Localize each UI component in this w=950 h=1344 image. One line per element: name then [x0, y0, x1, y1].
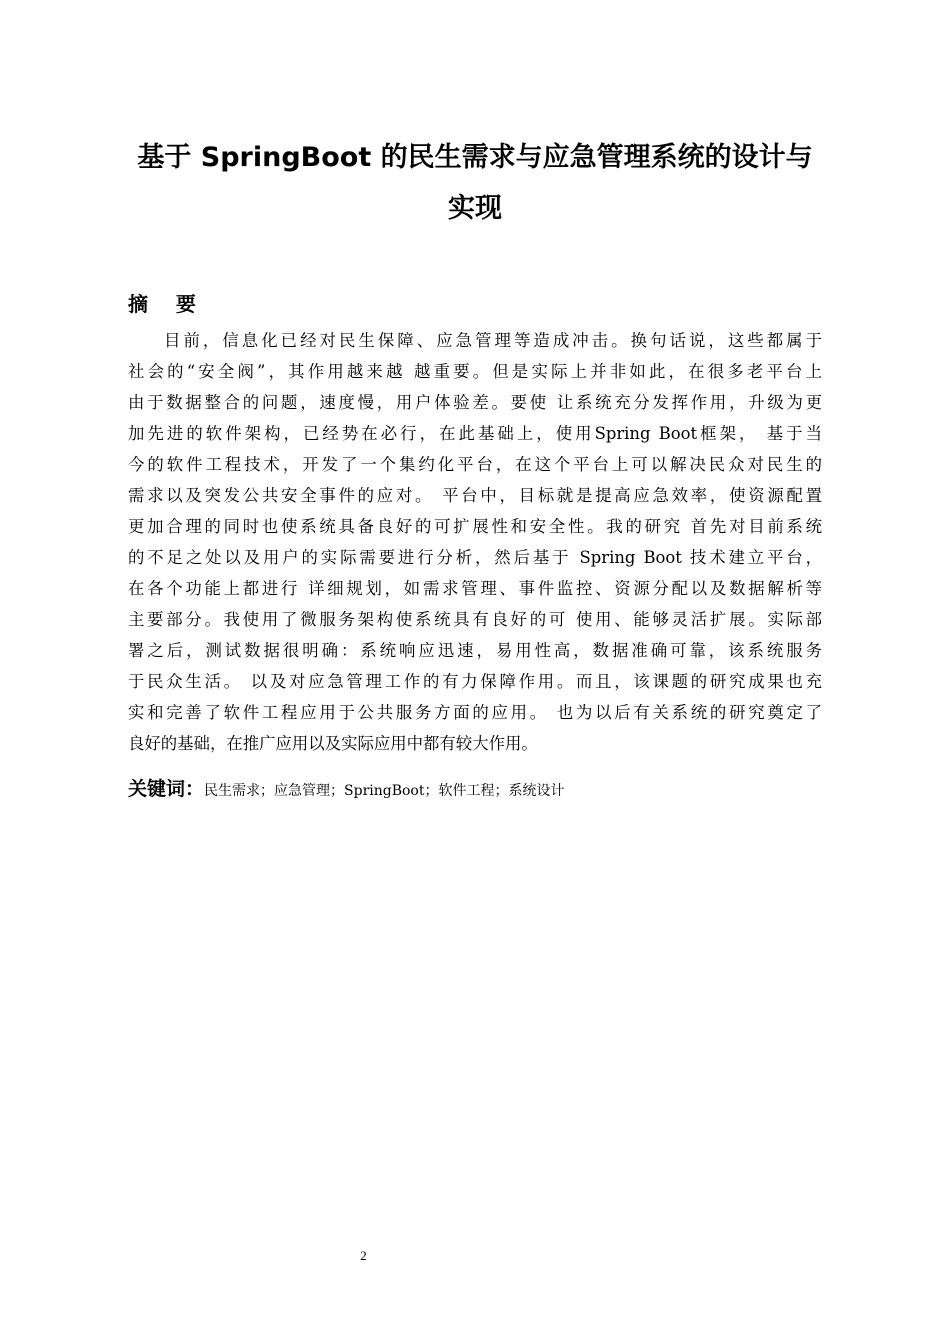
abstract-line: 的不足之处以及用户的实际需要进行分析，然后基于 Spring Boot 技术建立平台， — [128, 548, 822, 567]
abstract-heading: 摘 要 — [128, 292, 196, 316]
abstract-line: 社会的“安全阀”，其作用越来越 越重要。但是实际上并非如此，在很多老平台上 — [128, 362, 822, 381]
page-number: 2 — [360, 1248, 367, 1263]
abstract-line: 加先进的软件架构，已经势在必行，在此基础上，使用Spring Boot框架， 基于当 — [128, 424, 822, 443]
title-line-2: 实现 — [448, 193, 502, 224]
keywords-values: 民生需求；应急管理；SpringBoot；软件工程；系统设计 — [204, 783, 565, 799]
document-title — [128, 132, 822, 234]
abstract-body — [128, 325, 822, 759]
abstract-line: 需求以及突发公共安全事件的应对。 平台中，目标就是提高应急效率，使资源配置 — [128, 486, 822, 505]
abstract-line: 良好的基础，在推广应用以及实际应用中都有较大作用。 — [128, 734, 538, 753]
abstract-line: 主要部分。我使用了微服务架构使系统具有良好的可 使用、能够灵活扩展。实际部 — [128, 610, 822, 629]
abstract-line: 于民众生活。 以及对应急管理工作的有力保障作用。而且，该课题的研究成果也充 — [128, 672, 822, 691]
abstract-line: 在各个功能上都进行 详细规划，如需求管理、事件监控、资源分配以及数据解析等 — [128, 579, 822, 598]
abstract-line: 署之后，测试数据很明确：系统响应迅速，易用性高，数据准确可靠，该系统服务 — [128, 641, 822, 660]
keywords-label: 关键词： — [128, 778, 205, 800]
abstract-line: 由于数据整合的问题，速度慢，用户体验差。要使 让系统充分发挥作用，升级为更 — [128, 393, 822, 412]
abstract-line: 今的软件工程技术，开发了一个集约化平台，在这个平台上可以解决民众对民生的 — [128, 455, 822, 474]
abstract-line: 更加合理的同时也使系统具备良好的可扩展性和安全性。我的研究 首先对目前系统 — [128, 517, 822, 536]
keywords-row — [128, 774, 565, 801]
abstract-line: 实和完善了软件工程应用于公共服务方面的应用。 也为以后有关系统的研究奠定了 — [128, 703, 822, 722]
title-line-1: 基于 SpringBoot 的民生需求与应急管理系统的设计与 — [137, 142, 813, 173]
abstract-line: 目前，信息化已经对民生保障、应急管理等造成冲击。换句话说，这些都属于 — [164, 331, 822, 350]
